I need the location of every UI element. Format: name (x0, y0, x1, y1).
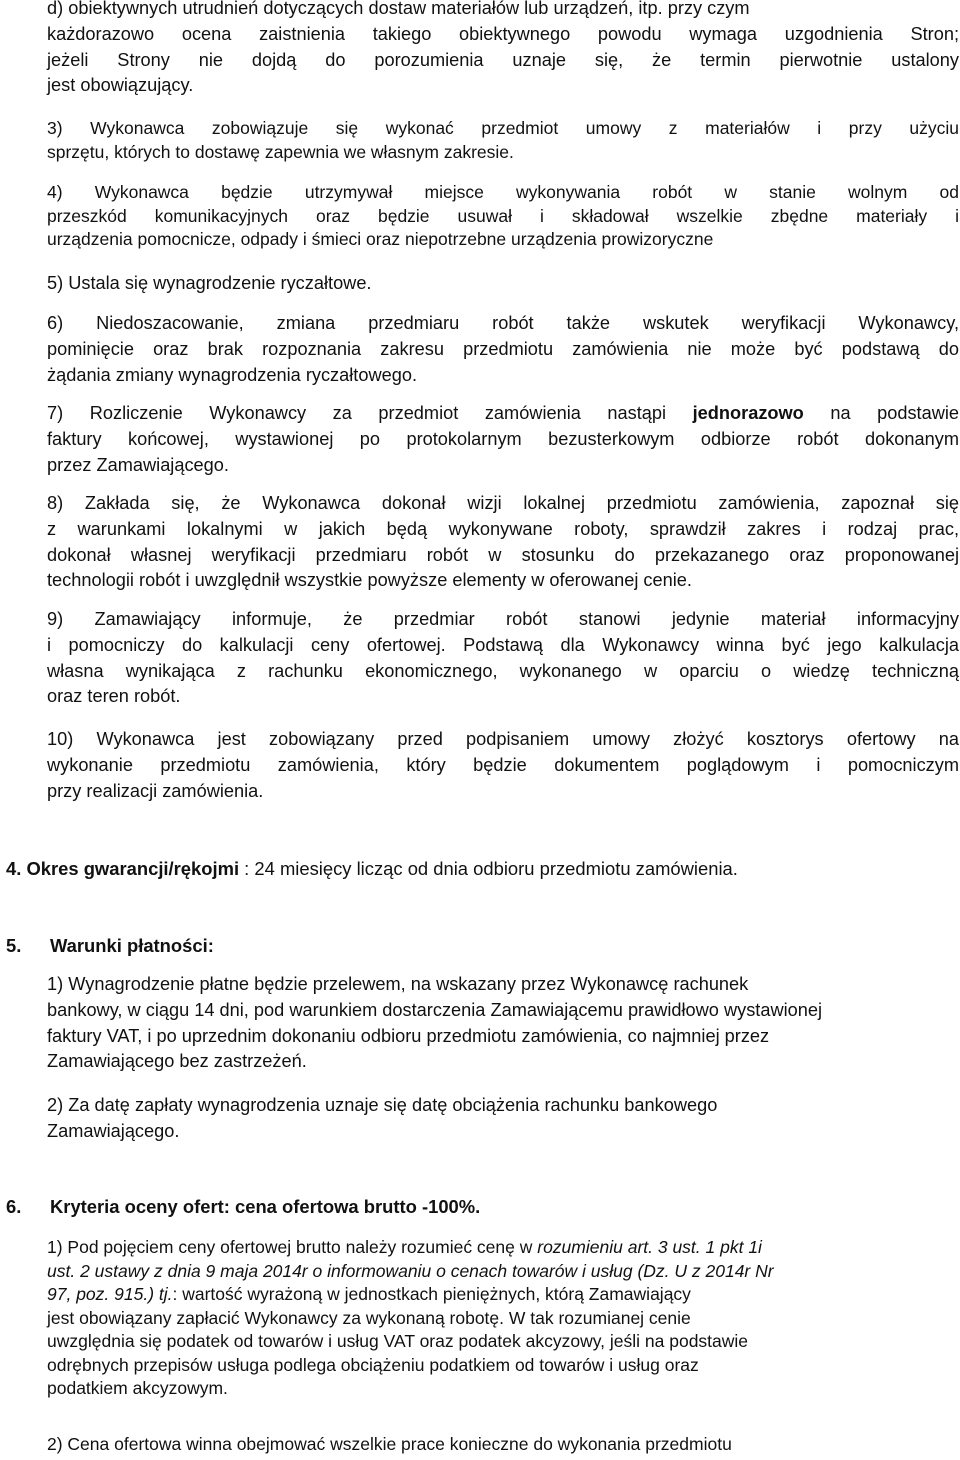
text-line: dokonał własnej weryfikacji przedmiaru robót w stosunku do przekazanego oraz proponowanej (47, 544, 959, 565)
paragraph-item-8 (47, 491, 959, 594)
text-line: bankowy, w ciągu 14 dni, pod warunkiem dostarczenia Zamawiającemu prawidłowo wystawionej (47, 999, 823, 1020)
text-line: przy realizacji zamówienia. (47, 780, 264, 801)
italic-run: rozumieniu art. 3 ust. 1 pkt 1i (537, 1237, 762, 1257)
paragraph-criteria-2 (47, 1433, 959, 1457)
text-line: żądania zmiany wynagrodzenia ryczałtowego. (47, 364, 418, 385)
paragraph-item-7 (47, 401, 959, 478)
text-line: z warunkami lokalnymi w jakich będą wykonywane roboty, sprawdził zakres i rodzaj prac, (47, 518, 959, 539)
paragraph-payment-1 (47, 972, 959, 1075)
text-line: 6) Niedoszacowanie, zmiana przedmiaru robót także wskutek weryfikacji Wykonawcy, (47, 313, 959, 333)
text-line: 2) Za datę zapłaty wynagrodzenia uznaje się datę obciążenia rachunku bankowego (47, 1095, 718, 1115)
text-line: odrębnych przepisów usługa podlega obciążeniu podatkiem od towarów i usług oraz (47, 1354, 699, 1375)
paragraph-item-4 (47, 181, 959, 252)
paragraph-item-6 (47, 311, 959, 388)
text-line (47, 401, 959, 427)
text-line: jeżeli Strony nie dojdą do porozumienia uznaje się, że termin pierwotnie ustalony (47, 49, 959, 70)
section-6-number: 6. (6, 1196, 22, 1217)
text-line: faktury VAT, i po uprzednim dokonaniu odbioru przedmiotu zamówienia, co najmniej przez (47, 1025, 770, 1046)
text-line (47, 1283, 959, 1307)
paragraph-item-d (47, 0, 959, 99)
text-run: 7) Rozliczenie Wykonawcy za przedmiot zamówienia nastąpi (47, 403, 693, 423)
paragraph-item-5 (47, 271, 959, 297)
text-line: własna wynikająca z rachunku ekonomicznego, wykonanego w oparciu o wiedzę techniczną (47, 660, 959, 681)
text-line: d) obiektywnych utrudnień dotyczących dostaw materiałów lub urządzeń, itp. przy czym (47, 0, 750, 18)
emphasis-jednorazowo: jednorazowo (692, 403, 804, 423)
text-line: jest obowiązujący. (47, 75, 194, 96)
text-line: 4) Wykonawca będzie utrzymywał miejsce wykonywania robót w stanie wolnym od (47, 182, 959, 202)
section-4-text: : 24 miesięcy licząc od dnia odbioru przedmiotu zamówienia. (239, 858, 738, 879)
text-line: 10) Wykonawca jest zobowiązany przed podpisaniem umowy złożyć kosztorys ofertowy na (47, 729, 959, 749)
italic-run: ust. 2 ustawy z dnia 9 maja 2014r o informowaniu o cenach towarów i usług (Dz. U z 2014r Nr (47, 1260, 774, 1281)
paragraph-item-9 (47, 607, 959, 710)
text-line: Zamawiającego. (47, 1120, 180, 1141)
text-line: urządzenia pomocnicze, odpady i śmieci oraz niepotrzebne urządzenia prowizoryczne (47, 229, 714, 249)
text-line: jest obowiązany zapłacić Wykonawcy za wykonaną robotę. W tak rozumianej cenie (47, 1307, 691, 1328)
text-run: 1) Pod pojęciem ceny ofertowej brutto należy rozumieć cenę w (47, 1237, 538, 1257)
text-line (47, 1236, 959, 1260)
paragraph-payment-2 (47, 1093, 959, 1145)
text-line: przez Zamawiającego. (47, 454, 229, 475)
text-line: uwzględnia się podatek od towarów i usług VAT oraz podatek akcyzowy, jeśli na podstawie (47, 1331, 749, 1351)
section-5-number: 5. (6, 935, 22, 956)
italic-run: 97, poz. 915.) tj. (47, 1284, 173, 1304)
text-line (47, 1260, 959, 1284)
text-run: : wartość wyrażoną w jednostkach pieniężnych, którą Zamawiający (172, 1284, 691, 1304)
text-line: 9) Zamawiający informuje, że przedmiar robót stanowi jedynie materiał informacyjny (47, 609, 959, 629)
text-line: przeszkód komunikacyjnych oraz będzie usuwał i składował wszelkie zbędne materiały i (47, 205, 959, 226)
text-line: 5) Ustala się wynagrodzenie ryczałtowe. (47, 273, 372, 293)
paragraph-item-10 (47, 727, 959, 804)
text-line: wykonanie przedmiotu zamówienia, który będzie dokumentem poglądowym i pomocniczym (47, 754, 959, 775)
text-line: podatkiem akcyzowym. (47, 1378, 228, 1398)
text-run: na podstawie (803, 403, 960, 423)
text-line: 1) Wynagrodzenie płatne będzie przelewem, na wskazany przez Wykonawcę rachunek (47, 974, 749, 994)
paragraph-criteria-1 (47, 1236, 959, 1401)
text-line: 2) Cena ofertowa winna obejmować wszelkie prace konieczne do wykonania przedmiotu (47, 1434, 732, 1454)
text-line: Zamawiającego bez zastrzeżeń. (47, 1051, 307, 1072)
text-line: 3) Wykonawca zobowiązuje się wykonać przedmiot umowy z materiałów i przy użyciu (47, 118, 959, 138)
text-line: każdorazowo ocena zaistnienia takiego obiektywnego powodu wymaga uzgodnienia Stron; (47, 23, 959, 44)
section-4-heading (6, 856, 738, 882)
section-5-title: Warunki płatności: (50, 935, 214, 956)
text-line: 8) Zakłada się, że Wykonawca dokonał wizji lokalnej przedmiotu zamówienia, zapoznał się (47, 493, 959, 513)
text-line: oraz teren robót. (47, 686, 181, 707)
text-line: pominięcie oraz brak rozpoznania zakresu przedmiotu zamówienia nie może być podstawą do (47, 338, 959, 359)
paragraph-item-3 (47, 117, 959, 164)
text-line: sprzętu, których to dostawę zapewnia we własnym zakresie. (47, 141, 514, 162)
section-4-title: 4. Okres gwarancji/rękojmi (6, 858, 240, 879)
text-line: technologii robót i uwzględnił wszystkie powyższe elementy w oferowanej cenie. (47, 570, 692, 591)
text-line: faktury końcowej, wystawionej po protokolarnym bezusterkowym odbiorze robót dokonanym (47, 428, 959, 449)
section-6-title: Kryteria oceny ofert: cena ofertowa brutto -100%. (50, 1196, 481, 1217)
text-line: i pomocniczy do kalkulacji ceny ofertowej. Podstawą dla Wykonawcy winna być jego kalkulacja (47, 634, 959, 655)
